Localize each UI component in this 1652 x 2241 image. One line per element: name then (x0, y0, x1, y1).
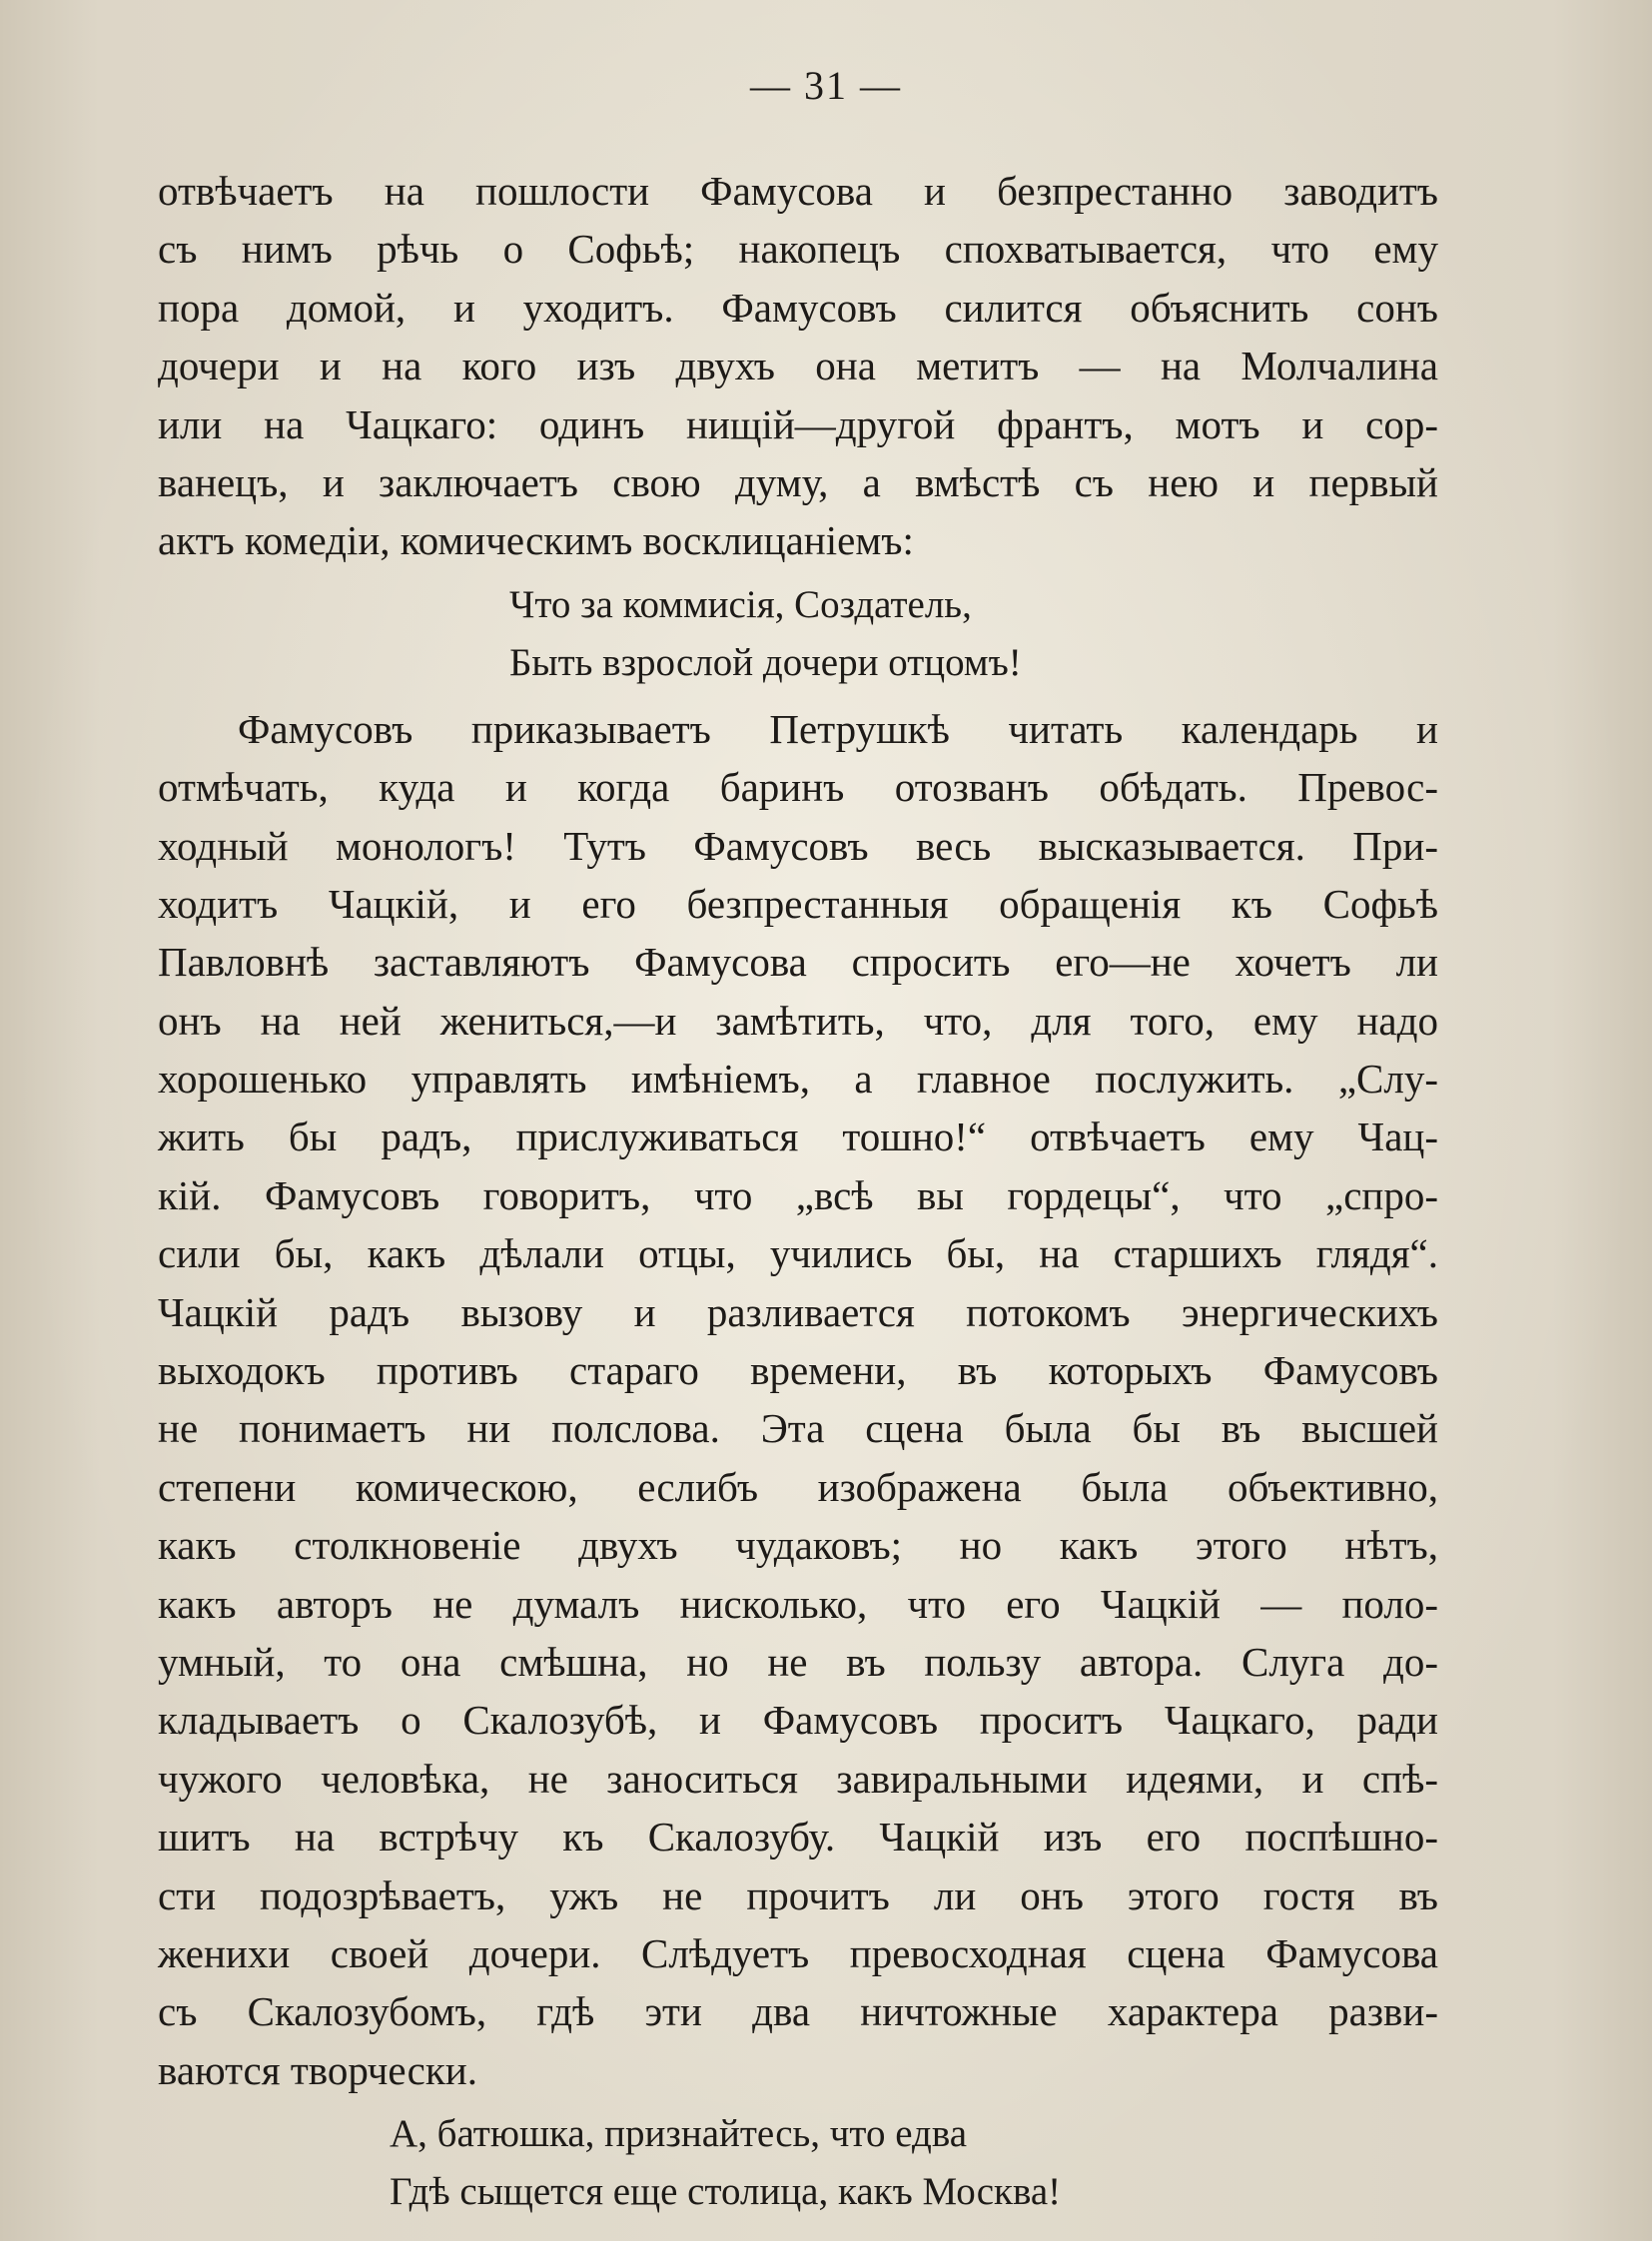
verse-line: Быть взрослой дочери отцомъ! (509, 640, 1022, 684)
verse-quote-2 (158, 2105, 1438, 2221)
verse-line: Гдѣ сыщется еще столица, какъ Москва! (390, 2170, 1062, 2214)
text-line: умный, то она смѣшна, но не въ пользу автора. Слуга до- (158, 1638, 1438, 1685)
text-line: пора домой, и уходитъ. Фамусовъ силится объяснить сонъ (158, 284, 1438, 331)
verse-line: А, батюшка, признайтесь, что едва (390, 2112, 968, 2156)
text-line: сили бы, какъ дѣлали отцы, учились бы, на старшихъ глядя“. (158, 1230, 1438, 1277)
text-line: актъ комедіи, комическимъ восклицаніемъ: (158, 517, 914, 564)
verse-quote-1 (158, 576, 1438, 692)
text-line: какъ авторъ не думалъ нисколько, что его Чацкій — поло- (158, 1580, 1438, 1627)
text-line: кій. Фамусовъ говоритъ, что „всѣ вы гордецы“, что „спро- (158, 1171, 1438, 1218)
text-line: ванецъ, и заключаетъ свою думу, а вмѣстѣ съ нею и первый (158, 458, 1438, 505)
text-line: или на Чацкаго: одинъ нищій—другой франтъ, мотъ и сор- (158, 400, 1438, 447)
text-line: жить бы радъ, прислуживаться тошно!“ отвѣчаетъ ему Чац- (158, 1114, 1438, 1160)
text-line: ходитъ Чацкій, и его безпрестанныя обращенія къ Софьѣ (158, 880, 1438, 927)
text-line: не понимаетъ ни полслова. Эта сцена была бы въ высшей (158, 1405, 1438, 1452)
text-line: Чацкій радъ вызову и разливается потокомъ энергическихъ (158, 1288, 1438, 1335)
text-line: чужого человѣка, не заноситься завиральными идеями, и спѣ- (158, 1755, 1438, 1802)
text-line: дочери и на кого изъ двухъ она метитъ — на Молчалина (158, 343, 1438, 389)
text-line: Павловнѣ заставляютъ Фамусова спросить его—не хочетъ ли (158, 939, 1438, 986)
paragraph-1 (158, 162, 1438, 570)
verse-line: Что за коммисія, Создатель, (509, 582, 972, 626)
text-line: какъ столкновеніе двухъ чудаковъ; но какъ этого нѣтъ, (158, 1522, 1438, 1569)
text-line: хорошенько управлять имѣніемъ, а главное послужить. „Слу- (158, 1056, 1438, 1103)
text-line: ваются творчески. (158, 2046, 477, 2093)
text-line: шитъ на встрѣчу къ Скалозубу. Чацкій изъ его поспѣшно- (158, 1814, 1438, 1861)
text-line: ходный монологъ! Тутъ Фамусовъ весь высказывается. При- (158, 822, 1438, 869)
paragraph-2 (158, 700, 1438, 2099)
page-number: — 31 — (750, 63, 902, 108)
text-line: кладываетъ о Скалозубѣ, и Фамусовъ проситъ Чацкаго, ради (158, 1697, 1438, 1744)
page-body (158, 162, 1438, 2221)
text-line: съ нимъ рѣчь о Софьѣ; накопецъ спохватывается, что ему (158, 226, 1438, 273)
text-line: женихи своей дочери. Слѣдуетъ превосходная сцена Фамусова (158, 1929, 1438, 1976)
text-line: отвѣчаетъ на пошлости Фамусова и безпрестанно заводитъ (158, 168, 1438, 214)
text-line: Фамусовъ приказываетъ Петрушкѣ читать календарь и (238, 705, 1438, 752)
text-line: сти подозрѣваетъ, ужъ не прочитъ ли онъ этого гостя въ (158, 1871, 1438, 1918)
text-line: степени комическою, еслибъ изображена была объективно, (158, 1463, 1438, 1510)
text-line: онъ на ней жениться,—и замѣтить, что, для того, ему надо (158, 997, 1438, 1044)
text-line: отмѣчать, куда и когда баринъ отозванъ обѣдать. Превос- (158, 764, 1438, 811)
text-line: выходокъ противъ стараго времени, въ которыхъ Фамусовъ (158, 1347, 1438, 1394)
text-line: съ Скалозубомъ, гдѣ эти два ничтожные характера разви- (158, 1988, 1438, 2035)
